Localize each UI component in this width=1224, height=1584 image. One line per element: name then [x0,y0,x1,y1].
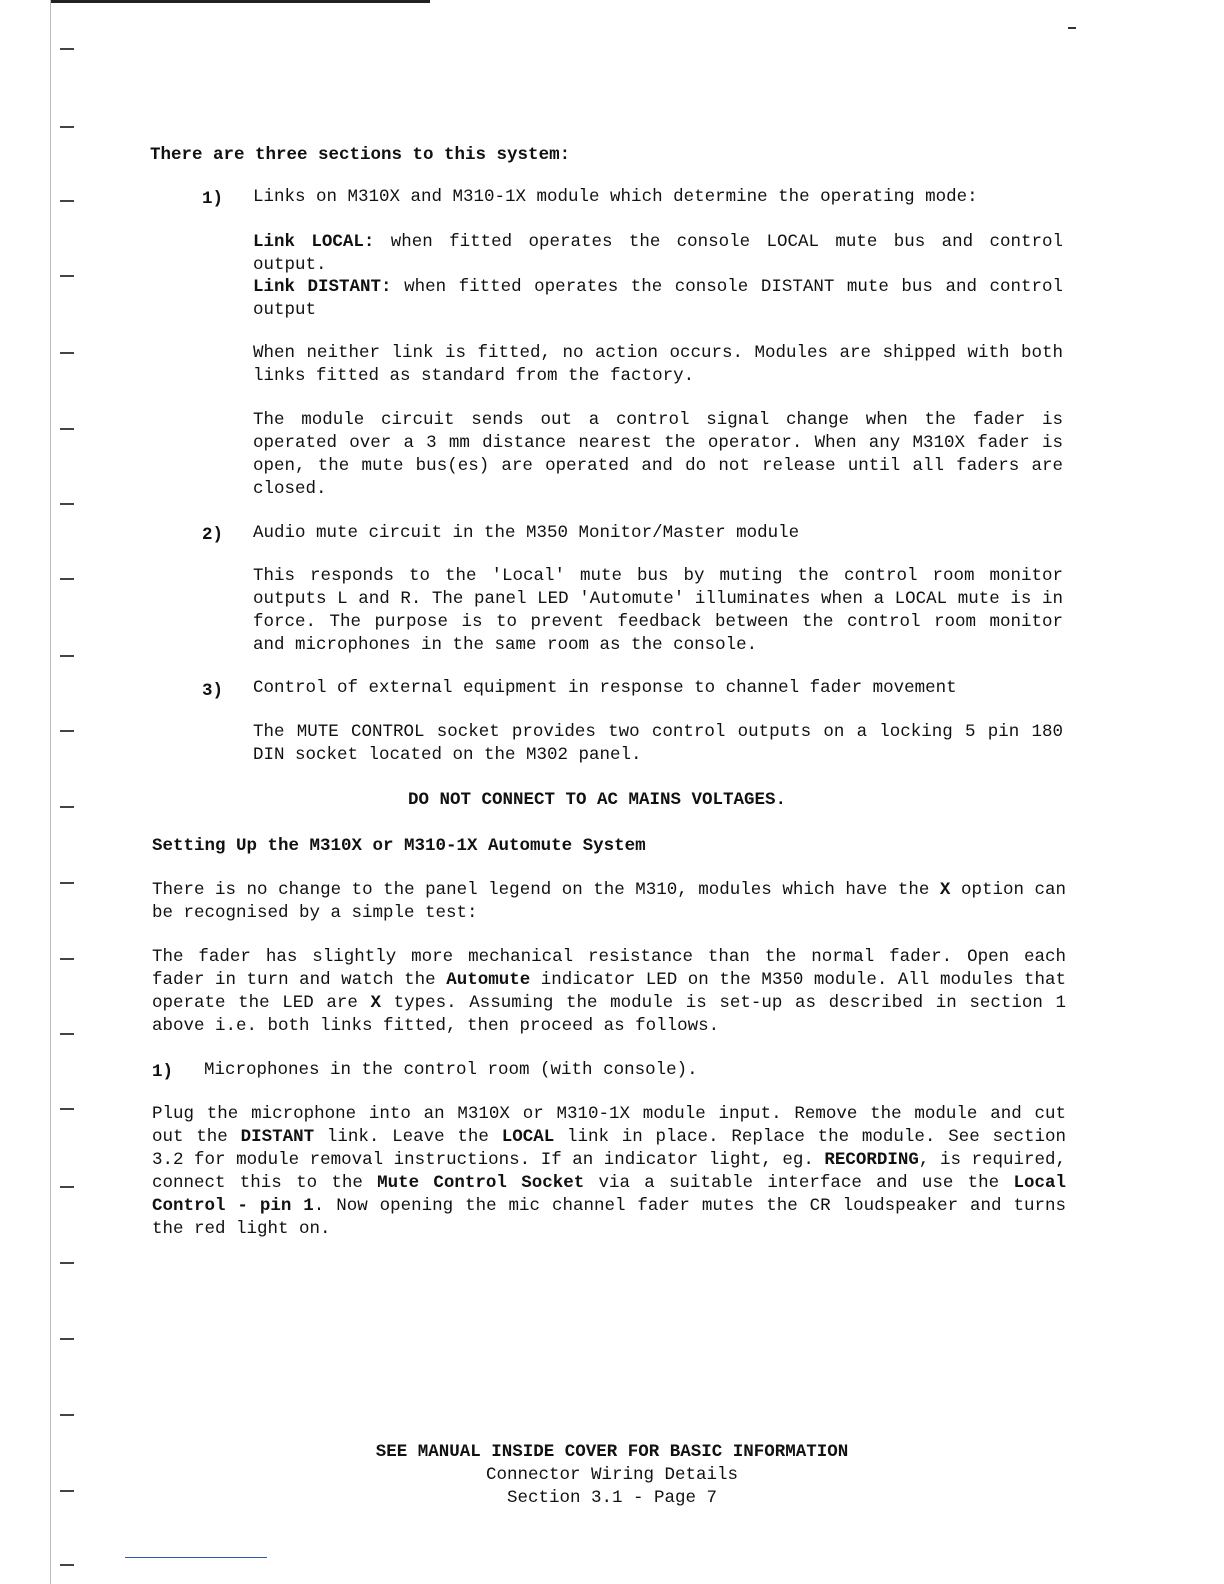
item3-paragraph: The MUTE CONTROL socket provides two control outputs on a locking 5 pin 180 DIN socket located on the M302 panel. [253,722,1063,765]
link-local-label: Link LOCAL: [253,232,375,252]
plug-bold: RECORDING [824,1150,919,1170]
plug-bold: Local Control - pin 1 [152,1173,1066,1216]
plug-bold: Mute Control Socket [377,1173,585,1193]
binder-hole-mark [60,806,74,808]
binder-hole-mark [60,1262,74,1264]
link-distant-text: when fitted operates the console DISTANT mute bus and control output [253,277,1063,320]
item2-paragraph: This responds to the 'Local' mute bus by muting the control room monitor outputs L and R. The panel LED 'Automute' illuminates when a LOCAL mute is in force. The purpose is to prevent feedback between the control room monitor and microphones in the same room as the console. [253,566,1063,655]
item3-number: 3) [202,681,224,701]
link-distant-label: Link DISTANT: [253,277,392,297]
item1-number: 1) [202,189,224,209]
setup-paragraph-1 [152,879,1066,925]
binder-hole-mark [60,503,74,505]
item3-heading: Control of external equipment in response to channel fader movement [253,678,957,698]
binder-margin-line [50,0,51,1584]
binder-hole-mark [60,1108,74,1110]
item1-heading: Links on M310X and M310-1X module which determine the operating mode: [253,187,978,207]
binder-hole-mark [60,1414,74,1416]
plug-paragraph [152,1103,1066,1241]
setup-p2-bold: X [370,993,382,1013]
intro-line: There are three sections to this system: [150,145,571,165]
binder-hole-mark [60,1338,74,1340]
footer-notice: SEE MANUAL INSIDE COVER FOR BASIC INFORMATION [375,1442,849,1462]
setup-p1-text-b: option can be recognised by a simple test: [152,880,1066,923]
binder-hole-mark [60,958,74,960]
binder-hole-mark [60,126,74,128]
binder-hole-mark [60,352,74,354]
item1-paragraph-2: The module circuit sends out a control signal change when the fader is operated over a 3 mm distance nearest the operator. When any M310X fader is open, the mute bus(es) are operated and do not release until all faders are closed. [253,410,1063,499]
plug-text: . Now opening the mic channel fader mutes the CR loudspeaker and turns the red light on. [152,1196,1066,1239]
setup-p2-text: indicator LED on the M350 module. All modules that operate the LED are [152,970,1066,1013]
setup-p2-bold: Automute [446,970,531,990]
setup-p2-text: types. Assuming the module is set-up as described in section 1 above i.e. both links fitted, then proceed as follows. [152,993,1066,1036]
plug-bold: LOCAL [501,1127,555,1147]
link-local-text: when fitted operates the console LOCAL mute bus and control output. [253,232,1063,275]
link-local-line [253,231,1063,277]
binder-hole-mark [60,1186,74,1188]
plug-text: link in place. Replace the module. See section 3.2 for module removal instructions. If an indicator light, eg. [152,1127,1066,1170]
item2-number: 2) [202,525,224,545]
binder-hole-mark [60,1033,74,1035]
scan-top-edge [50,0,430,3]
scan-bottom-line [125,1557,267,1558]
mic-item-text: Microphones in the control room (with console). [204,1060,698,1080]
mains-warning: DO NOT CONNECT TO AC MAINS VOLTAGES. [408,790,787,810]
plug-text: , is required, connect this to the [152,1150,1067,1193]
setup-paragraph-2 [152,946,1066,1038]
setup-p2-text: The fader has slightly more mechanical resistance than the normal fader. Open each fader in turn and watch the [152,947,1066,990]
plug-text: via a suitable interface and use the [584,1173,1014,1193]
binder-hole-mark [60,1564,74,1566]
link-distant-line [253,276,1063,322]
binder-hole-mark [60,200,74,202]
plug-bold: DISTANT [240,1127,315,1147]
setup-heading: Setting Up the M310X or M310-1X Automute System [152,836,646,856]
setup-p1-bold: X [939,880,951,900]
binder-hole-mark [60,578,74,580]
setup-p1-text-a: There is no change to the panel legend on the M310, modules which have the [152,880,940,900]
binder-hole-mark [60,275,74,277]
mic-item-number: 1) [152,1062,174,1082]
scan-speck [1068,27,1076,29]
item2-heading: Audio mute circuit in the M350 Monitor/Master module [253,523,800,543]
binder-hole-mark [60,730,74,732]
binder-hole-mark [60,882,74,884]
footer-section-title: Connector Wiring Details [485,1465,739,1485]
binder-hole-mark [60,428,74,430]
footer-page-number: Section 3.1 - Page 7 [506,1488,718,1508]
plug-text: Plug the microphone into an M310X or M310-1X module input. Remove the module and cut out the [152,1104,1066,1147]
plug-text: link. Leave the [314,1127,502,1147]
item1-paragraph-1: When neither link is fitted, no action occurs. Modules are shipped with both links fitted as standard from the factory. [253,343,1063,386]
binder-hole-mark [60,48,74,50]
binder-hole-mark [60,655,74,657]
